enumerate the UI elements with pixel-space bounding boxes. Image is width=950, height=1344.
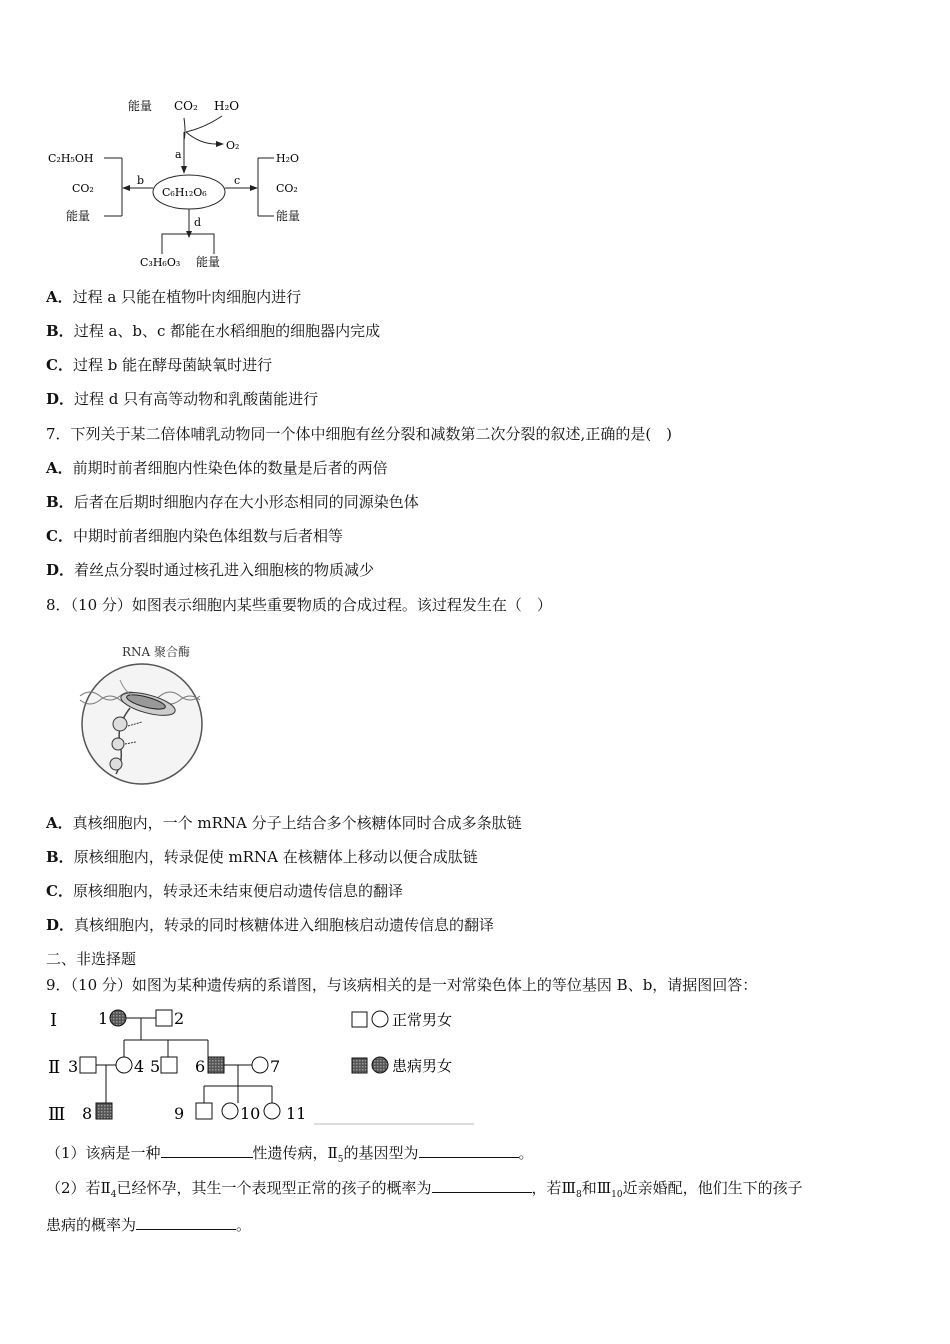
q6-option-d[interactable]: D．过程 d 只有高等动物和乳酸菌能进行 xyxy=(46,390,319,408)
ind-1-label: 1 xyxy=(98,1009,109,1028)
ind-9-label: 9 xyxy=(174,1104,185,1123)
metabolism-diagram xyxy=(44,92,314,272)
answer-blank-3[interactable] xyxy=(432,1178,532,1193)
answer-blank-1[interactable] xyxy=(161,1143,253,1158)
ind-11-label: 11 xyxy=(286,1104,307,1123)
ind-10-label: 10 xyxy=(240,1104,261,1123)
q8-option-b[interactable]: B．原核细胞内，转录促使 mRNA 在核糖体上移动以便合成肽链 xyxy=(46,848,478,866)
q7-option-b[interactable]: B．后者在后期时细胞内存在大小形态相同的同源染色体 xyxy=(46,493,419,511)
q8-option-c[interactable]: C．原核细胞内，转录还未结束便启动遗传信息的翻译 xyxy=(46,882,403,900)
q9-stem: 9．（10 分）如图为某种遗传病的系谱图，与该病相关的是一对常染色体上的等位基因 B、b，请据图回答： xyxy=(46,976,758,994)
q7-option-a[interactable]: A．前期时前者细胞内性染色体的数量是后者的两倍 xyxy=(46,459,388,477)
individual-8 xyxy=(96,1103,112,1119)
answer-blank-2[interactable] xyxy=(419,1143,519,1158)
q7-option-c[interactable]: C．中期时前者细胞内染色体组数与后者相等 xyxy=(46,527,343,545)
ind-2-label: 2 xyxy=(174,1009,185,1028)
process-b-label: b xyxy=(137,174,145,187)
legend-affected-male xyxy=(352,1058,367,1073)
individual-4 xyxy=(116,1057,132,1073)
legend-affected-text: 患病男女 xyxy=(392,1057,453,1075)
legend-affected-female xyxy=(372,1057,388,1073)
left-energy: 能量 xyxy=(66,209,91,223)
individual-2 xyxy=(156,1010,172,1026)
top-co2-label: CO₂ xyxy=(174,99,198,113)
left-ethanol: C₂H₅OH xyxy=(48,152,94,165)
left-co2: CO₂ xyxy=(72,182,94,195)
ind-7-label: 7 xyxy=(270,1057,281,1076)
individual-1 xyxy=(110,1010,126,1026)
individual-3 xyxy=(80,1057,96,1073)
q6-option-a[interactable]: A．过程 a 只能在植物叶肉细胞内进行 xyxy=(46,288,302,306)
individual-11 xyxy=(264,1103,280,1119)
individual-9 xyxy=(196,1103,212,1119)
ind-4-label: 4 xyxy=(134,1057,145,1076)
ind-8-label: 8 xyxy=(82,1104,93,1123)
q7-option-d[interactable]: D．着丝点分裂时通过核孔进入细胞核的物质减少 xyxy=(46,561,375,579)
transcription-translation-figure xyxy=(70,636,220,786)
q6-option-b[interactable]: B．过程 a、b、c 都能在水稻细胞的细胞器内完成 xyxy=(46,322,381,340)
q8-option-d[interactable]: D．真核细胞内，转录的同时核糖体进入细胞核启动遗传信息的翻译 xyxy=(46,916,495,934)
process-a-label: a xyxy=(175,148,182,161)
section-heading: 二、非选择题 xyxy=(46,950,137,968)
gen-label-2: Ⅱ xyxy=(48,1057,61,1078)
process-c-label: c xyxy=(234,174,241,187)
q8-option-a[interactable]: A．真核细胞内，一个 mRNA 分子上结合多个核糖体同时合成多条肽链 xyxy=(46,814,522,832)
legend-normal-text: 正常男女 xyxy=(392,1011,453,1029)
legend-normal-female xyxy=(372,1011,388,1027)
legend-normal-male xyxy=(352,1012,367,1027)
ind-3-label: 3 xyxy=(68,1057,79,1076)
gen-label-1: Ⅰ xyxy=(50,1010,58,1031)
individual-5 xyxy=(161,1057,177,1073)
process-d-label: d xyxy=(194,216,202,229)
ind-5-label: 5 xyxy=(150,1057,161,1076)
top-energy-label: 能量 xyxy=(128,99,153,113)
q6-option-c[interactable]: C．过程 b 能在酵母菌缺氧时进行 xyxy=(46,356,273,374)
individual-7 xyxy=(252,1057,268,1073)
o2-label: O₂ xyxy=(226,139,240,152)
right-h2o: H₂O xyxy=(276,152,300,165)
gen-label-3: Ⅲ xyxy=(48,1104,66,1125)
q9-part2-cont: 患病的概率为 。 xyxy=(46,1216,252,1234)
q9-part1: （1）该病是一种 性遗传病，$Ⅱ_5$的基因型为 。 xyxy=(46,1144,534,1165)
bottom-energy: 能量 xyxy=(196,255,221,269)
q8-stem: 8．（10 分）如图表示细胞内某些重要物质的合成过程。该过程发生在（ ） xyxy=(46,596,552,614)
right-co2: CO₂ xyxy=(276,182,298,195)
bottom-lactate: C₃H₆O₃ xyxy=(140,256,181,269)
rna-polymerase-label: RNA 聚合酶 xyxy=(122,645,191,659)
pedigree-chart xyxy=(44,1000,484,1130)
individual-6 xyxy=(208,1057,224,1073)
answer-blank-4[interactable] xyxy=(136,1215,236,1230)
glucose-label: C₆H₁₂O₆ xyxy=(162,186,207,199)
top-h2o-label: H₂O xyxy=(214,99,240,113)
right-energy: 能量 xyxy=(276,209,301,223)
q7-stem: 7．下列关于某二倍体哺乳动物同一个体中细胞有丝分裂和减数第二次分裂的叙述,正确的是( ) xyxy=(46,425,673,443)
ind-6-label: 6 xyxy=(195,1057,206,1076)
individual-10 xyxy=(222,1103,238,1119)
q9-part2: （2）若$Ⅱ_4$已经怀孕，其生一个表现型正常的孩子的概率为 ，若$Ⅲ_8$和$Ⅲ_{10}$近亲婚配，他们生下的孩子 xyxy=(46,1179,803,1200)
